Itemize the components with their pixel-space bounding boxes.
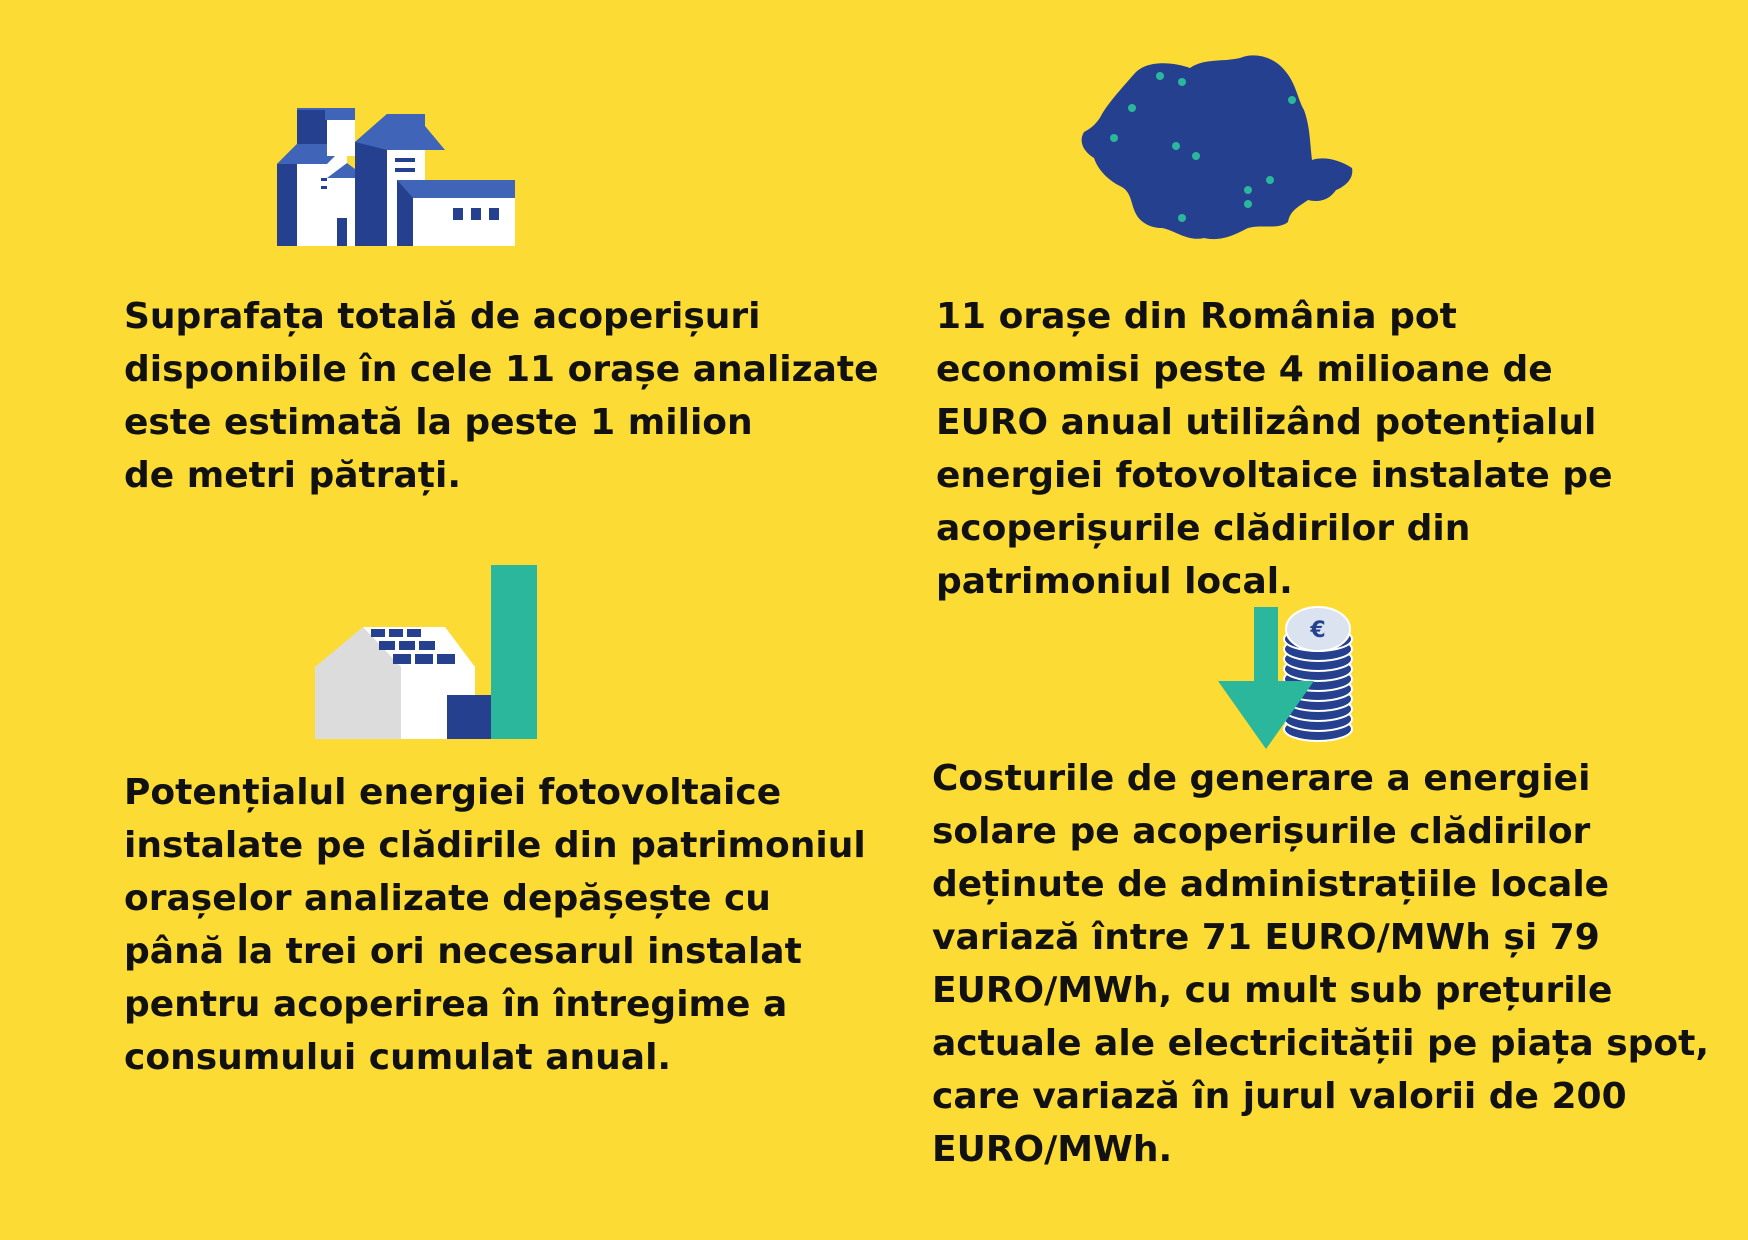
cost-down-coins-icon xyxy=(1218,605,1358,750)
pv-potential-text: Potențialul energiei fotovoltaice instalate pe clădirile din patrimoniul orașelor analizate depășește cu până la trei ori necesarul instalat pentru acoperirea în întregime a consumului cumulat anual. xyxy=(124,772,866,1078)
roof-area-text: Suprafața totală de acoperișuri disponibile în cele 11 orașe analizate este estimată la peste 1 milion de metri pătrați. xyxy=(124,296,879,496)
solar-building-icon xyxy=(313,563,539,741)
houses-icon xyxy=(275,108,517,248)
svg-text:€: € xyxy=(1310,618,1326,643)
costs-text: Costurile de generare a energiei solare pe acoperișurile clădirilor deținute de administrațiile locale variază între 71 EURO/MWh și 79 EURO/MWh, cu mult sub prețurile actuale ale electricității pe piața spot, care variază în jurul valorii de 200 EURO/MWh. xyxy=(932,758,1710,1170)
savings-text: 11 orașe din România pot economisi peste 4 milioane de EURO anual utilizând potențialul energiei fotovoltaice instalate pe acoperișurile clădirilor din patrimoniul local. xyxy=(936,296,1613,602)
romania-map-icon xyxy=(1078,52,1358,248)
